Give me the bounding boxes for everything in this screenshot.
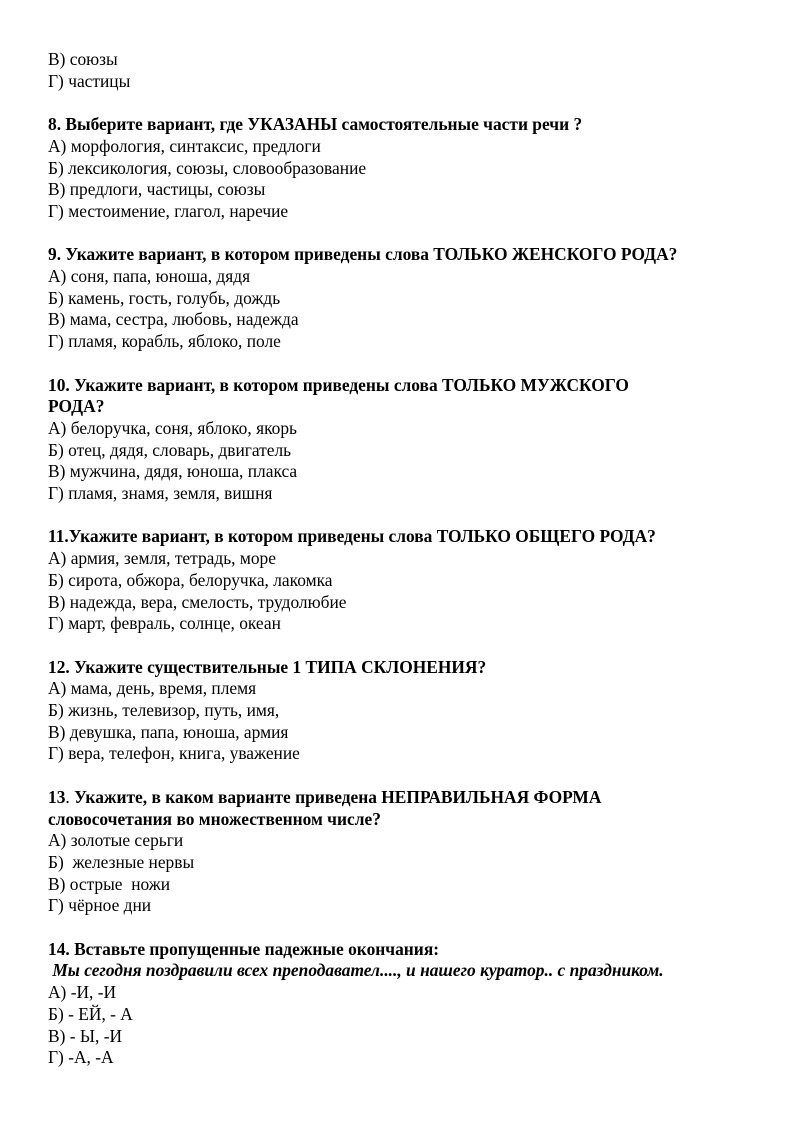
question-13-number: 13 [48, 786, 66, 807]
question-13-option-v: В) острые ножи [48, 873, 171, 894]
question-10-option-a: А) белоручка, соня, яблоко, якорь [48, 417, 297, 438]
question-9-option-g: Г) пламя, корабль, яблоко, поле [48, 331, 281, 352]
question-12-option-g: Г) вера, телефон, книга, уважение [48, 743, 300, 764]
question-10-text-line2: РОДА? [48, 396, 105, 417]
question-13-option-a: А) золотые серьги [48, 830, 184, 851]
question-13-text-main: Укажите, в каком варианте приведена НЕПРАВИЛЬНАЯ ФОРМА [69, 786, 602, 807]
question-9-option-a: А) соня, папа, юноша, дядя [48, 266, 251, 286]
question-12-option-v: В) девушка, папа, юноша, армия [48, 721, 289, 742]
question-10-option-v: В) мужчина, дядя, юноша, плакса [48, 461, 298, 482]
question-13 [48, 787, 758, 917]
question-14-option-g: Г) -А, -А [48, 1047, 114, 1068]
question-14-sentence: Мы сегодня поздравили всех преподавател...., и нашего куратор.. с праздником. [48, 960, 664, 981]
question-8-option-v: В) предлоги, частицы, союзы [48, 179, 266, 200]
question-9-option-v: В) мама, сестра, любовь, надежда [48, 309, 299, 330]
question-9 [48, 244, 758, 353]
question-13-text-line1 [48, 787, 758, 809]
question-11-option-v: В) надежда, вера, смелость, трудолюбие [48, 591, 347, 612]
question-14 [48, 939, 758, 1069]
question-13-option-g: Г) чёрное дни [48, 895, 152, 916]
question-8-option-a: А) морфология, синтаксис, предлоги [48, 135, 321, 156]
question-11-text: 11.Укажите вариант, в котором приведены слова ТОЛЬКО ОБЩЕГО РОДА? [48, 526, 656, 547]
question-10-option-b: Б) отец, дядя, словарь, двигатель [48, 439, 292, 460]
question-13-dot: . [65, 786, 70, 807]
question-8 [48, 114, 758, 223]
question-11 [48, 526, 758, 635]
question-9-text: 9. Укажите вариант, в котором приведены слова ТОЛЬКО ЖЕНСКОГО РОДА? [48, 244, 678, 265]
option-v: В) союзы [48, 49, 118, 69]
question-11-option-g: Г) март, февраль, солнце, океан [48, 613, 281, 634]
question-14-option-b: Б) - ЕЙ, - А [48, 1003, 133, 1024]
question-10-option-g: Г) пламя, знамя, земля, вишня [48, 483, 273, 504]
question-14-option-v: В) - Ы, -И [48, 1025, 123, 1046]
question-14-text: 14. Вставьте пропущенные падежные окончания: [48, 938, 440, 959]
question-11-option-b: Б) сирота, обжора, белоручка, лакомка [48, 569, 333, 590]
question-11-option-a: А) армия, земля, тетрадь, море [48, 548, 276, 569]
intro-options [48, 49, 758, 92]
question-9-option-b: Б) камень, гость, голубь, дождь [48, 287, 281, 308]
question-13-option-b: Б) железные нервы [48, 851, 195, 872]
question-8-option-g: Г) местоимение, глагол, наречие [48, 200, 289, 221]
question-12-option-b: Б) жизнь, телевизор, путь, имя, [48, 700, 280, 721]
question-10 [48, 375, 758, 505]
question-14-option-a: А) -И, -И [48, 982, 117, 1003]
question-13-text-line2: словосочетания во множественном числе? [48, 808, 381, 829]
option-g: Г) частицы [48, 70, 131, 91]
question-12-text: 12. Укажите существительные 1 ТИПА СКЛОНЕНИЯ? [48, 656, 487, 677]
question-12-option-a: А) мама, день, время, племя [48, 678, 257, 699]
test-page [48, 49, 758, 1069]
question-10-text-line1: 10. Укажите вариант, в котором приведены слова ТОЛЬКО МУЖСКОГО [48, 374, 629, 395]
question-12 [48, 657, 758, 766]
question-8-text: 8. Выберите вариант, где УКАЗАНЫ самостоятельные части речи ? [48, 114, 583, 135]
question-8-option-b: Б) лексикология, союзы, словообразование [48, 157, 367, 178]
